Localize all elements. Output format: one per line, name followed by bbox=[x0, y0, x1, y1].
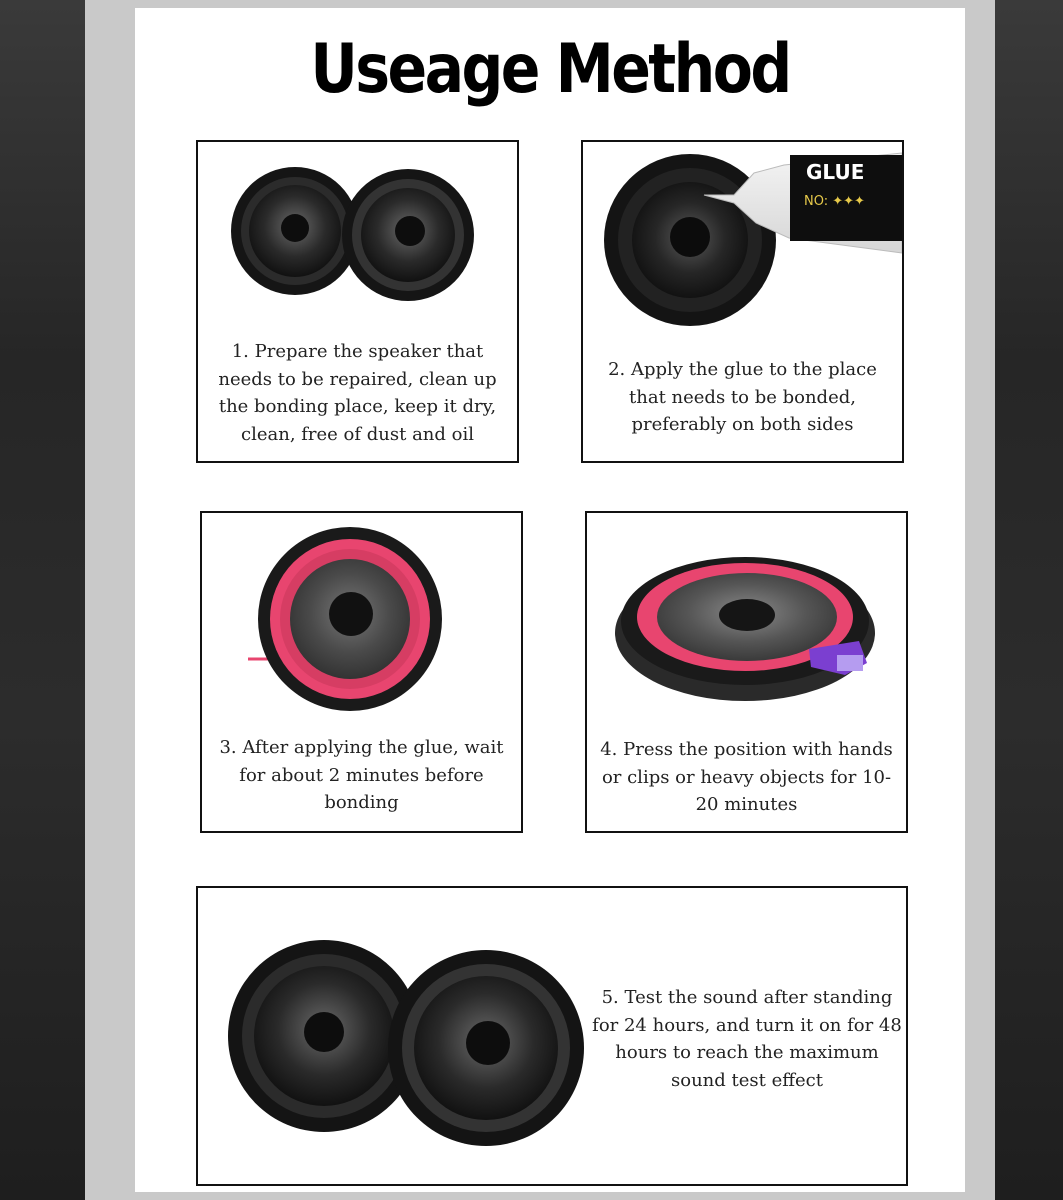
step-5-card bbox=[196, 886, 908, 1186]
step-5-caption: 5. Test the sound after standing for 24 hours, and turn it on for 48 hours to reach the maximum sound test effect bbox=[592, 987, 902, 1091]
glue-tube-label: GLUE bbox=[806, 160, 865, 184]
step-3-card bbox=[200, 511, 523, 833]
page-title: Useage Method bbox=[310, 30, 790, 109]
speaker-glue-image bbox=[584, 143, 902, 328]
clipped-speaker-image bbox=[597, 533, 897, 723]
speakers-pair-large-image bbox=[226, 928, 596, 1178]
step-1-card bbox=[196, 140, 519, 463]
step-2-card bbox=[581, 140, 904, 463]
step-4-caption: 4. Press the position with hands or clips or heavy objects for 10-20 minutes bbox=[600, 739, 893, 815]
instruction-sheet bbox=[135, 8, 965, 1192]
step-2-caption: 2. Apply the glue to the place that needs to be bonded, preferably on both sides bbox=[608, 359, 877, 435]
glue-tube-sublabel: NO: ✦✦✦ bbox=[804, 194, 865, 209]
step-3-caption: 3. After applying the glue, wait for about 2 minutes before bonding bbox=[219, 737, 504, 813]
pink-surround-speaker-image bbox=[212, 519, 512, 719]
step-4-card bbox=[585, 511, 908, 833]
speakers-pair-image bbox=[210, 156, 510, 306]
step-1-caption: 1. Prepare the speaker that needs to be repaired, clean up the bonding place, keep it dry, clean, free of dust and oil bbox=[218, 341, 497, 445]
